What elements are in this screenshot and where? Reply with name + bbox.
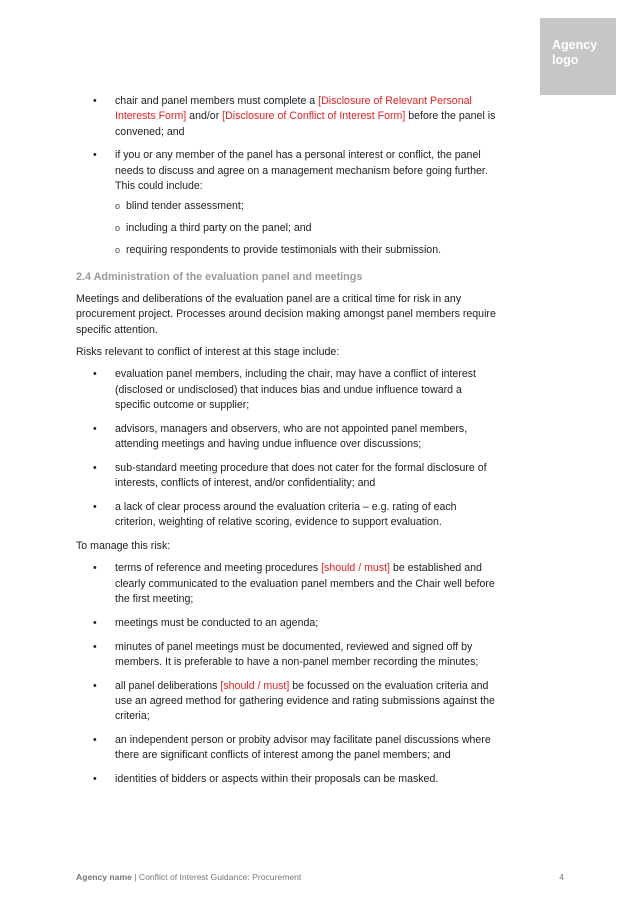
sub-list-item <box>115 199 496 214</box>
text-run: terms of reference and meeting procedures <box>115 562 322 575</box>
text-run: before the panel is convened; and <box>115 110 496 138</box>
logo-line-1: Agency <box>552 38 598 52</box>
text-run: minutes of panel meetings must be documented, reviewed and signed off by members. It is preferable to have a non-panel member recording the minutes; <box>115 640 479 668</box>
text-run: be established and clearly communicated to the evaluation panel members and the Chair well before the first meeting; <box>115 562 495 605</box>
should-must-placeholder: [should / must] <box>321 562 390 575</box>
paragraph: Meetings and deliberations of the evaluation panel are a critical time for risk in any procurement project. Processes around decision making amongst panel members require specific attention. <box>76 293 496 336</box>
text-run: blind tender assessment; <box>126 200 244 213</box>
text-run: all panel deliberations <box>115 679 221 692</box>
text-run: requiring respondents to provide testimonials with their submission. <box>126 243 442 256</box>
bullet-icon: • <box>93 562 97 575</box>
intro-bullet-list <box>76 94 496 258</box>
text-run: advisors, managers and observers, who are not appointed panel members, attending meetings and having undue influence over discussions; <box>115 422 468 451</box>
bullet-icon: • <box>93 500 97 513</box>
list-item <box>76 733 496 764</box>
footer-separator: | <box>131 872 139 882</box>
bullet-icon: • <box>93 368 97 381</box>
list-item <box>76 500 496 531</box>
list-item <box>76 561 496 607</box>
should-must-placeholder: [should / must] <box>220 679 290 692</box>
list-item <box>76 772 496 787</box>
circle-bullet-icon: o <box>115 244 121 255</box>
text-run: meetings must be conducted to an agenda; <box>115 616 319 629</box>
list-item <box>76 422 496 453</box>
text-run: sub-standard meeting procedure that does not cater for the formal disclosure of interests, conflicts of interest, and/or confidentiality; and <box>115 461 487 490</box>
bullet-icon: • <box>93 773 97 786</box>
text-run: evaluation panel members, including the chair, may have a conflict of interest (disclosed or undisclosed) that induces bias and undue influence toward a specific outcome or supplier; <box>115 368 476 411</box>
risk-bullet-list <box>76 367 496 530</box>
sub-list <box>115 199 496 258</box>
circle-bullet-icon: o <box>115 223 121 234</box>
bullet-icon: • <box>93 422 97 435</box>
footer-document-title: Conflict of Interest Guidance: Procurement <box>138 872 302 882</box>
list-item <box>76 367 496 413</box>
text-run: and/or <box>186 110 223 123</box>
text-run: chair and panel members must complete a <box>115 95 319 107</box>
page-footer <box>76 871 564 883</box>
paragraph: Risks relevant to conflict of interest at this stage include: <box>76 346 340 359</box>
agency-logo <box>540 18 616 95</box>
text-run: an independent person or probity advisor may facilitate panel discussions where there are significant conflicts of interest among the panel members; and <box>115 734 491 762</box>
text-run: including a third party on the panel; and <box>126 222 312 235</box>
bullet-icon: • <box>93 95 97 107</box>
logo-line-2: logo <box>552 53 579 67</box>
sub-list-item <box>115 221 496 236</box>
list-item <box>76 679 496 725</box>
bullet-icon: • <box>93 149 97 162</box>
bullet-icon: • <box>93 640 97 653</box>
sub-list-item <box>115 243 496 258</box>
text-run: be focussed on the evaluation criteria and use an agreed method for gathering evidence and rating submissions against the criteria; <box>115 679 495 723</box>
document-body <box>76 94 496 796</box>
text-run: identities of bidders or aspects within their proposals can be masked. <box>115 773 439 786</box>
text-run: a lack of clear process around the evaluation criteria – e.g. rating of each criterion, weighting of relative scoring, evidence to support evaluation. <box>115 500 457 529</box>
list-item <box>76 148 496 258</box>
text-run: if you or any member of the panel has a personal interest or conflict, the panel needs to discuss and agree on a management mechanism before going further. This could include: <box>115 149 488 192</box>
footer-agency-name: Agency name <box>76 872 132 882</box>
list-item <box>76 461 496 492</box>
list-item <box>76 616 496 631</box>
bullet-icon: • <box>93 616 97 629</box>
bullet-icon: • <box>93 461 97 474</box>
page-number: 4 <box>559 872 564 882</box>
disclosure-relevant-interests-form-ref: [Disclosure of Relevant Personal Interests Form] <box>115 95 472 123</box>
bullet-icon: • <box>93 734 97 746</box>
disclosure-conflict-form-ref: [Disclosure of Conflict of Interest Form] <box>222 110 406 123</box>
manage-bullet-list <box>76 561 496 787</box>
list-item <box>76 640 496 671</box>
list-item <box>76 94 496 140</box>
section-heading: 2.4 Administration of the evaluation panel and meetings <box>76 271 363 284</box>
bullet-icon: • <box>93 679 97 692</box>
circle-bullet-icon: o <box>115 201 121 212</box>
paragraph: To manage this risk: <box>76 540 171 553</box>
